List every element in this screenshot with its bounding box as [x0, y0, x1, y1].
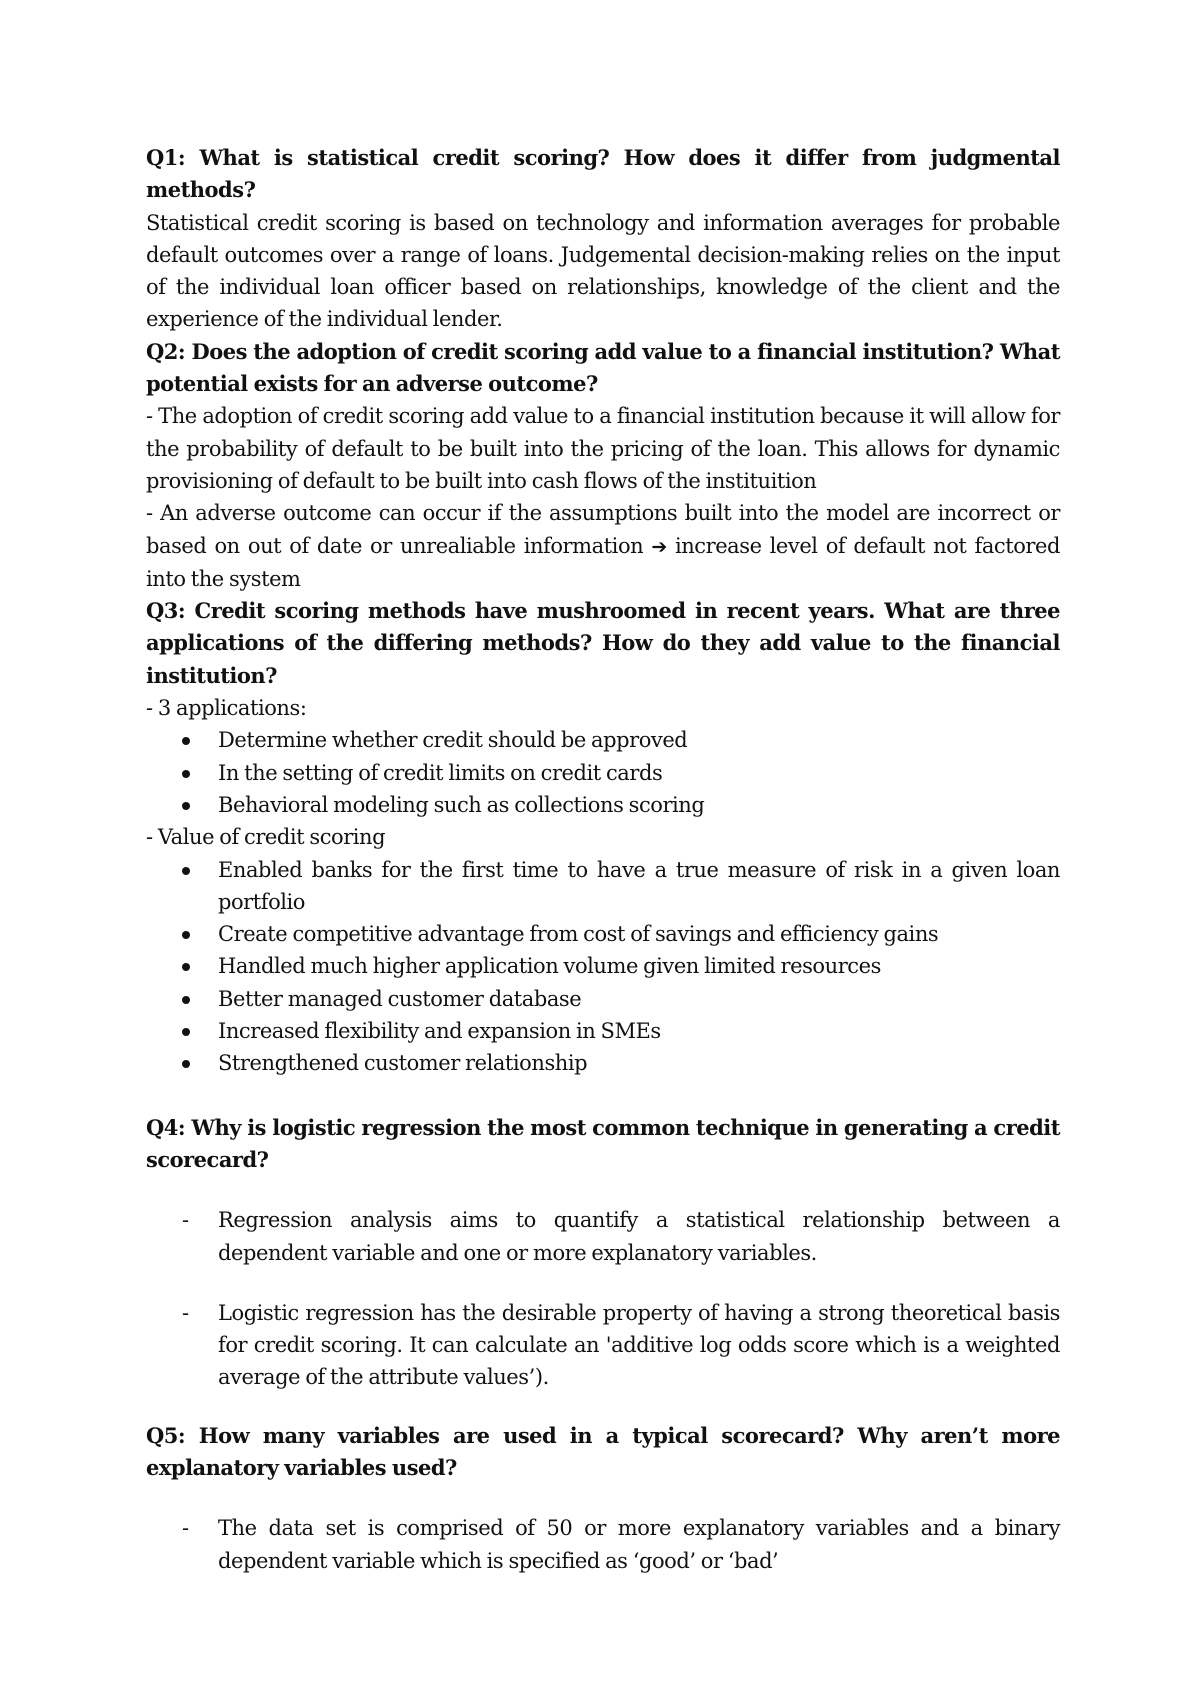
bullet-icon [182, 1060, 190, 1068]
list-item-text: The data set is comprised of 50 or more explanatory variables and a binary dependent variable which is specified as ‘good’ or ‘bad’ [218, 1516, 1060, 1573]
list-item-text: Handled much higher application volume given limited resources [218, 954, 881, 979]
q3-applications-heading: - 3 applications: [146, 696, 307, 721]
list-item-text: Behavioral modeling such as collections scoring [218, 792, 705, 817]
q3-values-list [146, 854, 1060, 1080]
list-item [146, 1512, 1060, 1577]
list-item-text: Increased flexibility and expansion in SMEs [218, 1019, 661, 1044]
q3-question: Q3: Credit scoring methods have mushroomed in recent years. What are three applications of the differing methods? How do they add value to the financial institution? [146, 598, 1060, 688]
list-item-text: Logistic regression has the desirable property of having a strong theoretical basis for credit scoring. It can calculate an 'additive log odds score which is a weighted average of the attribute values’). [218, 1300, 1060, 1390]
bullet-icon [182, 802, 190, 810]
list-item [146, 950, 1060, 982]
dash-bullet-icon: - [182, 1208, 189, 1233]
dash-bullet-icon: - [182, 1516, 189, 1541]
q1-question: Q1: What is statistical credit scoring? How does it differ from judgmental methods? [146, 145, 1060, 203]
right-arrow-icon: ➔ [651, 535, 667, 558]
bullet-icon [182, 770, 190, 778]
list-item [146, 789, 1060, 821]
list-item [146, 1015, 1060, 1047]
document-page [146, 142, 1060, 1577]
list-item [146, 1204, 1060, 1269]
q2-question: Q2: Does the adoption of credit scoring add value to a financial institution? What potential exists for an adverse outcome? [146, 338, 1060, 397]
bullet-icon [182, 996, 190, 1004]
list-item-text: Better managed customer database [218, 986, 582, 1011]
list-item [146, 1297, 1060, 1394]
list-item [146, 918, 1060, 950]
q5-points-list [146, 1512, 1060, 1577]
bullet-icon [182, 963, 190, 971]
q4-question: Q4: Why is logistic regression the most common technique in generating a credit scorecard? [146, 1114, 1060, 1172]
dash-bullet-icon: - [182, 1300, 189, 1325]
list-item-text: Enabled banks for the first time to have a true measure of risk in a given loan portfolio [218, 857, 1060, 914]
list-item [146, 757, 1060, 789]
list-item [146, 724, 1060, 756]
q2-answer-adverse [146, 497, 1060, 595]
q4-points-list [146, 1204, 1060, 1393]
q2-answer-value: - The adoption of credit scoring add value to a financial institution because it will allow for the probability of default to be built into the pricing of the loan. This allows for dynamic provisioning of default to be built into cash flows of the instituition [146, 404, 1060, 493]
q2-adverse-text: - An adverse outcome can occur if the assumptions built into the model are incorrect or based on out of date or unrealiable information [146, 501, 1060, 558]
bullet-icon [182, 737, 190, 745]
bullet-icon [182, 867, 190, 875]
list-item [146, 854, 1060, 919]
list-item-text: Regression analysis aims to quantify a statistical relationship between a dependent variable and one or more explanatory variables. [218, 1208, 1060, 1265]
list-item-text: In the setting of credit limits on credit cards [218, 760, 663, 785]
q3-value-heading: - Value of credit scoring [146, 825, 386, 850]
list-item [146, 983, 1060, 1015]
list-item-text: Create competitive advantage from cost of savings and efficiency gains [218, 922, 939, 947]
list-item-text: Determine whether credit should be approved [218, 728, 688, 753]
bullet-icon [182, 931, 190, 939]
q5-question: Q5: How many variables are used in a typical scorecard? Why aren’t more explanatory variables used? [146, 1422, 1060, 1480]
q1-answer: Statistical credit scoring is based on technology and information averages for probable default outcomes over a range of loans. Judgemental decision-making relies on the input of the individual loan officer based on relationships, knowledge of the client and the experience of the individual lender. [146, 210, 1060, 332]
list-item-text: Strengthened customer relationship [218, 1051, 588, 1076]
list-item [146, 1047, 1060, 1079]
q3-applications-list [146, 724, 1060, 821]
q2-adverse-consequence: increase level of default not factored into the system [146, 533, 1060, 591]
bullet-icon [182, 1028, 190, 1036]
